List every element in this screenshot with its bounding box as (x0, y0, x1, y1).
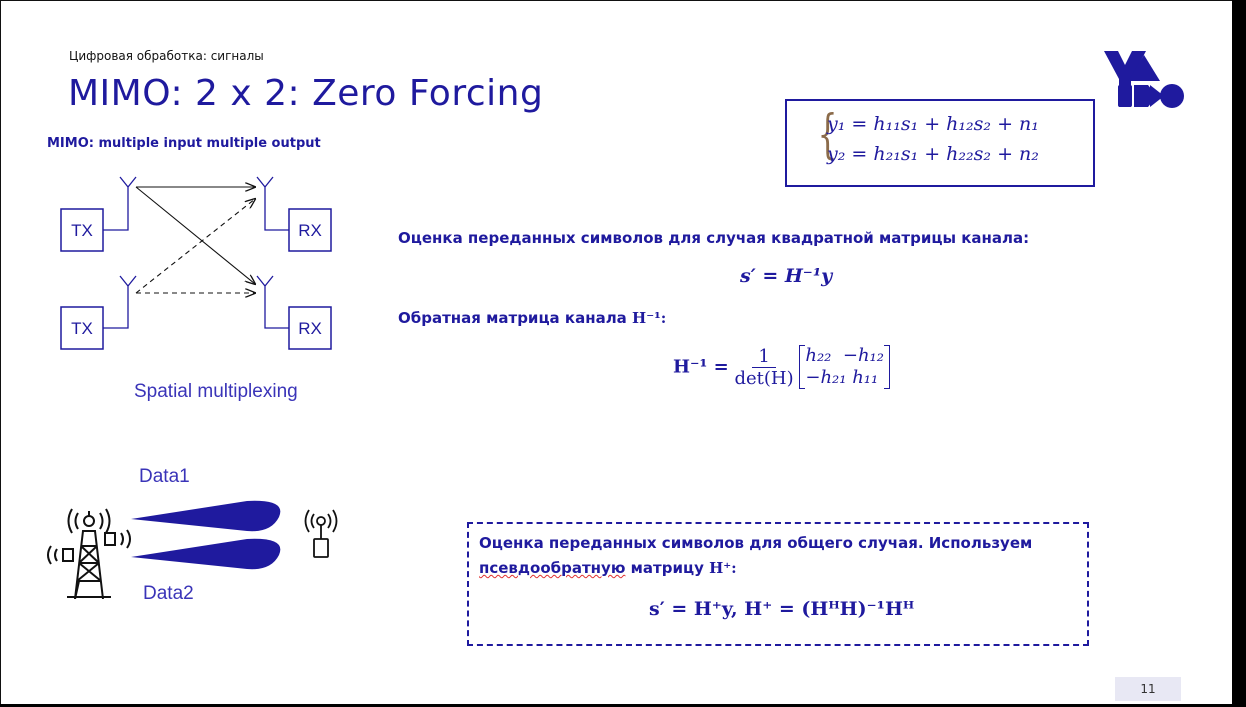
rx-bottom-label: RX (298, 319, 322, 338)
equation-brace: { (817, 105, 838, 165)
general-case-formula: s′ = H⁺y, H⁺ = (HᴴH)⁻¹Hᴴ (649, 598, 915, 620)
inverse-formula (673, 345, 890, 389)
solid-paths (136, 187, 255, 284)
general-case-line1: Оценка переданных символов для общего случая. Используем (479, 534, 1033, 552)
slide-title: MIMO: 2 x 2: Zero Forcing (68, 73, 544, 114)
inverse-fraction (734, 346, 793, 389)
inverse-heading-symbol: H⁻¹: (632, 309, 667, 327)
matrix-row-1 (805, 345, 884, 367)
fraction-numerator: 1 (752, 346, 775, 368)
square-case-heading: Оценка переданных символов для случая квадратной матрицы канала: (398, 229, 1030, 247)
fraction-denominator: det(H) (734, 367, 794, 389)
system-equations-box (785, 99, 1095, 187)
general-case-box (467, 522, 1089, 646)
data2-label: Data2 (143, 583, 194, 604)
slide-subtitle: MIMO: multiple input multiple output (47, 136, 321, 151)
dashed-paths (136, 199, 255, 293)
equation-line-1: y₁ = h₁₁s₁ + h₁₂s₂ + n₁ (827, 113, 1039, 135)
square-case-formula: s′ = H⁻¹y (740, 265, 833, 287)
data-beams (127, 495, 287, 575)
tx-bottom-label: TX (71, 319, 93, 338)
data2-beam (131, 539, 280, 569)
inverse-heading (398, 309, 666, 327)
inverse-matrix (799, 345, 890, 389)
rx-top-label: RX (298, 221, 322, 240)
matrix-cell-12: −h₁₂ (842, 345, 884, 366)
equation-line-2: y₂ = h₂₁s₁ + h₂₂s₂ + n₂ (827, 143, 1039, 165)
general-case-rest: матрицу (625, 559, 710, 577)
receiver-icon (303, 505, 339, 559)
matrix-cell-21: −h₂₁ (805, 367, 847, 388)
data1-label: Data1 (139, 466, 190, 487)
pseudoinverse-word: псевдообратную (479, 559, 626, 577)
inverse-lhs: H⁻¹ = (673, 356, 729, 378)
tx-antennas (103, 177, 136, 328)
matrix-cell-11: h₂₂ (805, 345, 832, 366)
inverse-heading-text: Обратная матрица канала (398, 309, 627, 327)
page-number: 11 (1115, 677, 1181, 701)
matrix-cell-22: h₁₁ (852, 367, 879, 388)
spatial-multiplexing-caption: Spatial multiplexing (134, 381, 298, 402)
matrix-row-2 (805, 367, 884, 389)
rx-antennas (257, 177, 289, 328)
general-case-symbol: H⁺: (709, 559, 737, 577)
mimo-diagram (56, 169, 376, 389)
data1-beam (131, 501, 280, 531)
section-label: Цифровая обработка: сигналы (69, 49, 264, 63)
tx-top-label: TX (71, 221, 93, 240)
cell-tower-icon (45, 501, 135, 599)
general-case-text (479, 531, 1059, 581)
yadro-logo (1104, 51, 1186, 111)
